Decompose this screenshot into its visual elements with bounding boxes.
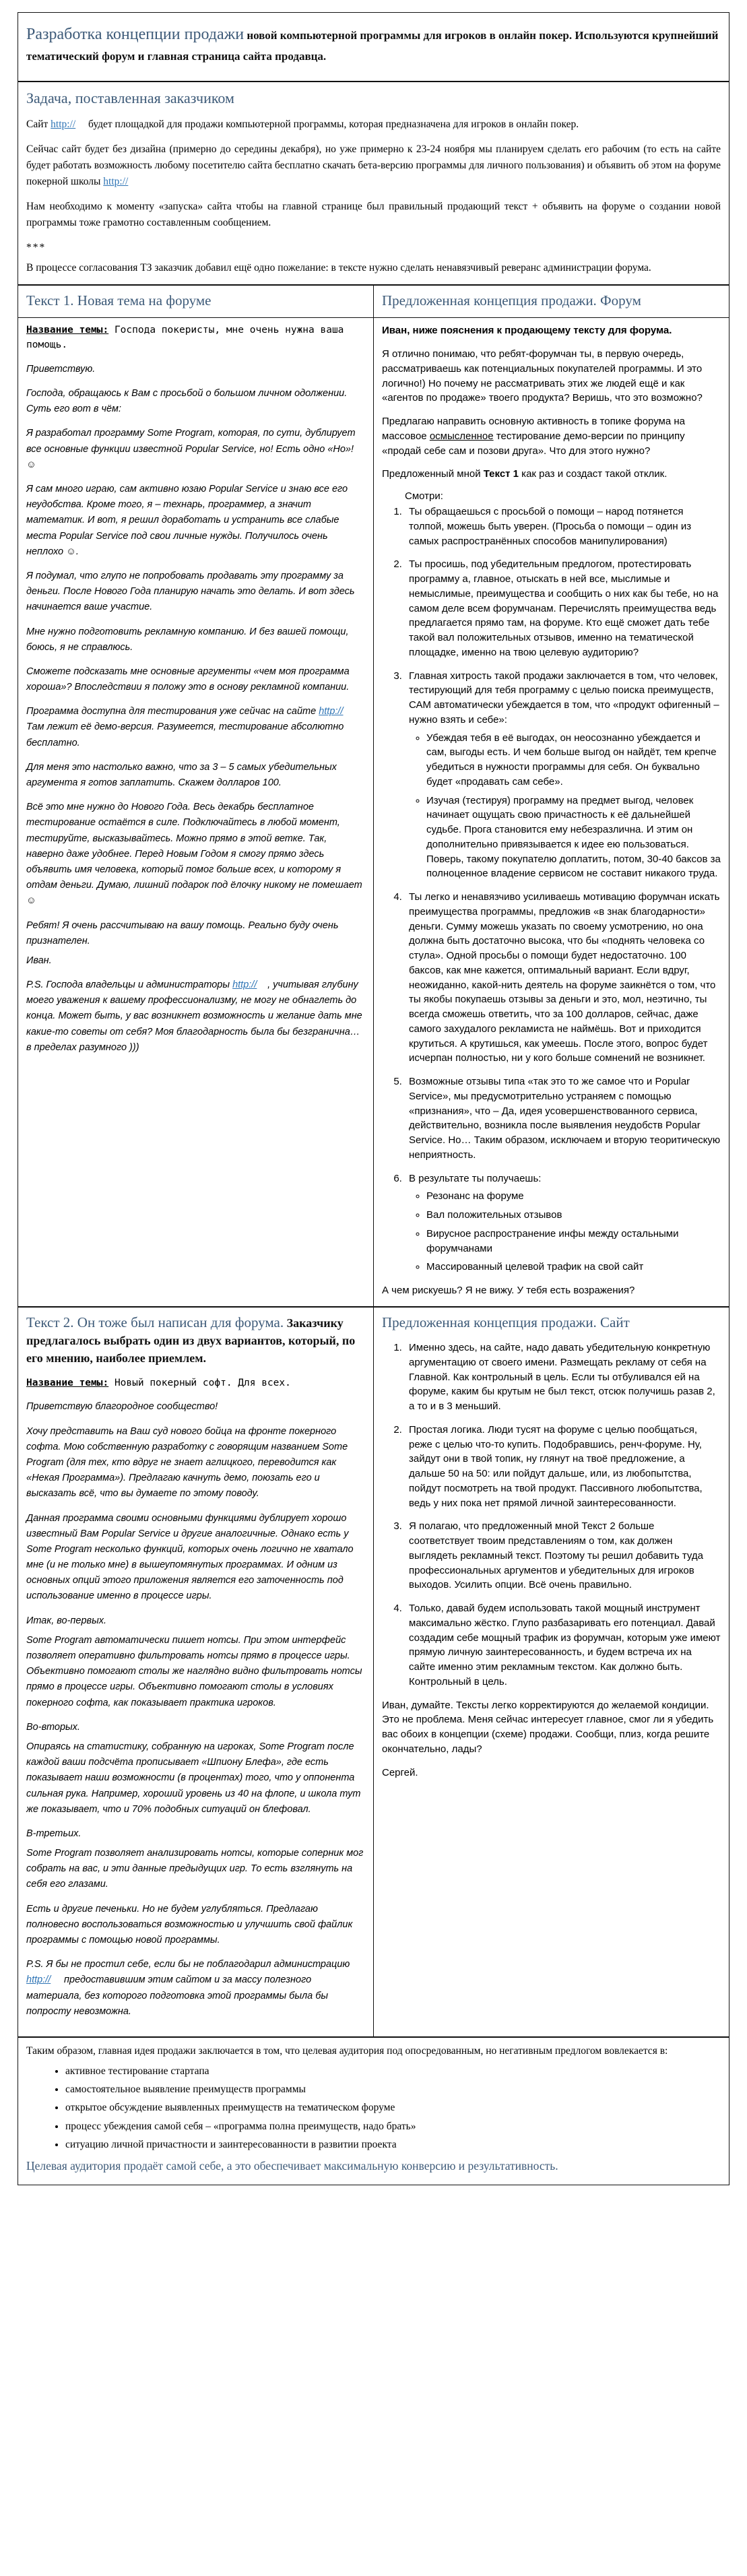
header-row bbox=[18, 13, 729, 82]
topic-value-1: Господа покеристы, мне очень нужна ваша помощь. bbox=[26, 325, 344, 351]
section1-left-cell bbox=[18, 318, 374, 1307]
list-item: 1. Ты обращаешься с просьбой о помощи – народ потянется толпой, можешь быть уверен. (Просьба о помощи – один из самых распространённых способов манипулирования) bbox=[405, 505, 721, 548]
concept-forum-p3-a: Предложенный мной bbox=[382, 468, 484, 480]
summary-cell bbox=[18, 2037, 729, 2185]
text1-p8 bbox=[26, 704, 365, 751]
list-item: ◦ Резонанс на форуме bbox=[426, 1189, 721, 1204]
text1-ps-link[interactable]: http:// bbox=[232, 979, 257, 991]
section2-body-row bbox=[18, 1307, 729, 2036]
text1-p1: Приветствую. bbox=[26, 363, 96, 375]
header-table bbox=[18, 12, 729, 82]
list-item-text: Главная хитрость такой продажи заключается в том, что человек, тестирующий для тебя программу с целью поиска преимуществ, САМ автоматически убеждается в том, что «продукт офигенный – нужно взять и себе»: bbox=[409, 670, 719, 726]
text2-p8: В-третьих. bbox=[26, 1828, 82, 1839]
text1-p4: Я сам много играю, сам активно юзаю Popular Service и знаю все его неудобства. Кроме того, я – технарь, программер, а значит математик. И вот, я решил доработать и устранить все слабые места Popular Service под свои личные нужды. Получилось очень неплохо ☺. bbox=[26, 484, 348, 557]
concept-forum-p2-a: Предлагаю направить основную активность в топике форума на массовое bbox=[382, 416, 685, 442]
text2-ps-link[interactable]: http:// bbox=[26, 1974, 51, 1986]
text1-p5: Я подумал, что глупо не попробовать продавать эту программу за деньги. После Нового Года планирую начать это делать. И вот здесь начинается ваше участие. bbox=[26, 570, 355, 613]
concept-site-signature: Сергей. bbox=[382, 1766, 418, 1778]
section2-left-cell bbox=[18, 1307, 374, 2036]
text2-p1: Приветствую благородное сообщество! bbox=[26, 1401, 218, 1413]
text2-p9: Some Program позволяет анализировать нотсы, которые соперник мог собрать на вас, и эти данные предыдущих игр. То есть взглянуть на себя его глазами. bbox=[26, 1848, 364, 1890]
concept-forum-closing: А чем рискуешь? Я не вижу. У тебя есть возражения? bbox=[382, 1285, 635, 1297]
section1-right-heading-cell bbox=[374, 286, 729, 318]
concept-forum-text1-ref: Текст 1 bbox=[483, 468, 519, 480]
section2-left-heading-accent: Текст 2. Он тоже был написан для форума. bbox=[26, 1314, 284, 1330]
summary-bullets bbox=[26, 2063, 721, 2152]
section2-left-heading-rest: Заказчику предлагалось выбрать один из двух вариантов, который, по его мнению, наиболее приемлем. bbox=[26, 1316, 356, 1365]
task-paragraph-3: Нам необходимо к моменту «запуска» сайта чтобы на главной странице был правильный продающий текст + объявить на форуме о создании новой программы тоже грамотно составленным сообщением. bbox=[26, 201, 721, 229]
list-item: ◦ Убеждая тебя в её выгодах, он неосознанно убеждается и сам, выгоды есть. И чем больше выгод он найдёт, тем крепче убедиться в нужности программы для себя. Он буквально будет «продавать сам себе». bbox=[426, 731, 721, 790]
text1-p11: Ребят! Я очень рассчитываю на вашу помощь. Реально буду очень признателен. bbox=[26, 920, 339, 946]
task-link-forum[interactable]: http:// bbox=[103, 176, 129, 188]
task-link-site[interactable]: http:// bbox=[51, 119, 76, 131]
concept-forum-p2-b: тестирование демо-версии по принципу «продай себе сам и позови друга». Что для этого нужно? bbox=[382, 430, 685, 457]
list-item: • самостоятельное выявление преимуществ программы bbox=[65, 2082, 721, 2097]
topic-title-2 bbox=[26, 1376, 365, 1391]
section1-table bbox=[18, 285, 729, 1307]
section2-left-heading bbox=[26, 1314, 365, 1367]
document-title-rest: новой компьютерной программы для игроков в онлайн покер. Используются крупнейший тематический форум и главная страница сайта продавца. bbox=[26, 29, 719, 63]
text1-p9: Для меня это настолько важно, что за 3 – 5 самых убедительных аргумента я готов заплатить. Скажем долларов 100. bbox=[26, 761, 337, 789]
topic-title-1 bbox=[26, 323, 365, 353]
concept-forum-list bbox=[382, 505, 721, 1275]
list-item: 2. Простая логика. Люди тусят на форуме с целью пообщаться, реже с целью что-то купить. Подобравшись, ренч-форуме. Ну, зайдут они в твой топик, ну глянут на твоё предложение, а дальше 50 на 50: или пойдут дальше, или, из любопытства, пойдут посмотреть на твой продукт. Пассивного любопытства, ведь у них пока нет прямой личной заинтересованности. bbox=[405, 1423, 721, 1511]
text2-p10: Есть и другие печеньки. Но не будем углубляться. Предлагаю полновесно воспользоваться возможностью и улучшить свой файлик программы с помощью новой программы. bbox=[26, 1903, 353, 1946]
concept-forum-sublist-3 bbox=[409, 731, 721, 882]
text2-p6: Во-вторых. bbox=[26, 1721, 80, 1733]
list-item: 2. Ты просишь, под убедительным предлогом, протестировать программу а, главное, отыскать в ней все, мыслимые и немыслимые, преимущества и сообщить о них как бы тебе, но на самом деле всем форумчанам. Перечислять преимущества ведь предлагается прямо там, на форуме. Кто ещё сможет дать тебе такой вал положительных отзывов, именно на тематической площадке, именно на твою целевую аудиторию? bbox=[405, 557, 721, 659]
text2-p7: Опираясь на статистику, собранную на игроках, Some Program после каждой ваши подсчёта прописывает «Шпиону Блефа», где есть показывает наши возможности (в процентах) того, что у оппонента сильная рука. Например, хороший уровень из 40 на флопе, и школа тут же показывает, что и 70% подобных ситуаций он блефовал. bbox=[26, 1741, 361, 1815]
concept-forum-p3-c: как раз и создаст такой отклик. bbox=[519, 468, 668, 480]
summary-table bbox=[18, 2037, 729, 2185]
concept-forum-p2-underline: осмысленное bbox=[429, 430, 494, 442]
list-item-text: В результате ты получаешь: bbox=[409, 1172, 542, 1184]
section1-left-heading: Текст 1. Новая тема на форуме bbox=[26, 292, 212, 309]
text2-ps bbox=[26, 1957, 365, 2020]
concept-forum-p2 bbox=[382, 414, 721, 458]
task-p2-a: Сейчас сайт будет без дизайна (примерно до середины декабря), но уже примерно к 23-24 ноября мы планируем сделать его рабочим (то есть на сайте будет работать возможность любому посетителю сайта бесплатно скачать бета-версию программы для личного пользования) и объявить об этом на форуме покерной школы bbox=[26, 143, 721, 188]
text1-p7: Сможете подсказать мне основные аргументы «чем моя программа хороша»? Впоследствии я положу это в основу рекламной компании. bbox=[26, 666, 350, 693]
list-item: 4. Только, давай будем использовать такой мощный инструмент максимально жёстко. Глупо разбазаривать его потенциал. Давай создадим себе мощный трафик из форумчан, которым уже имеют прямую личную заинтересованность, и будем встреча их на сайте именно этим рекламным текстом. Как должно быть. Контрольный в цель. bbox=[405, 1601, 721, 1689]
text1-ps-a: P.S. Господа владельцы и администраторы bbox=[26, 979, 233, 991]
concept-forum-p3 bbox=[382, 467, 721, 482]
text2-ps-a: P.S. Я бы не простил себе, если бы не поблагодарил администрацию bbox=[26, 1959, 350, 1970]
list-item: ◦ Массированный целевой трафик на свой сайт bbox=[426, 1260, 721, 1275]
concept-forum-results-list bbox=[409, 1189, 721, 1275]
summary-accent: Целевая аудитория продаёт самой себе, а это обеспечивает максимальную конверсию и результативность. bbox=[26, 2159, 558, 2173]
list-item: • открытое обсуждение выявленных преимуществ на тематическом форуме bbox=[65, 2100, 721, 2115]
text1-p3: Я разработал программу Some Program, которая, по сути, дублирует все основные функции известной Popular Service, но! Есть одно «Но»! ☺ bbox=[26, 428, 356, 470]
list-item: • ситуацию личной причастности и заинтересованности в развитии проекта bbox=[65, 2137, 721, 2152]
list-item: 3. Я полагаю, что предложенный мной Текст 2 больше соответствует твоим представлениям о том, как должен выглядеть рекламный текст. Поэтому ты решил добавить туда профессиональных аргументов и убедительных для игроков выходов. Усилить опции. Всё очень правильно. bbox=[405, 1519, 721, 1592]
text1-p10: Всё это мне нужно до Нового Года. Весь декабрь бесплатное тестирование остаётся в силе. Подключайтесь в любой момент, тестируйте, высказывайтесь. Можно прямо в этой ветке. Так, наверно даже удобнее. Перед Новым Годом я смогу прямо здесь объявить имя человека, который помог больше всех, и которому я отдам деньги. Думаю, лишний подарок под ёлочку никому не помешает ☺ bbox=[26, 802, 362, 907]
text1-p2: Господа, обращаюсь к Вам с просьбой о большом личном одолжении. Суть его вот в чём: bbox=[26, 388, 348, 415]
list-item: 4. Ты легко и ненавязчиво усиливаешь мотивацию форумчан искать преимущества программы, предложив «в знак благодарности» деньги. Сумму можешь указать по своему усмотрению, но она должна быть достаточно высока, что бы «поднять человека со стула». Одной просьбы о помощи будет недостаточно. 100 баксов, как мне кажется, оптимальный вариант. Если вдруг, неожиданно, какой-нить деятель на форуме заикнётся о том, что ты якобы покупаешь отзывы за деньги и это, мол, неэтично, ты всегда сможешь ответить, что за 100 долларов, сейчас, даже самого захудалого рекламиста не наймёшь. Вот и приходится крутиться. А крутишься, как умеешь. После этого, вопрос будет исчерпан полностью, ни у кого больше сомнений не возникнет. bbox=[405, 890, 721, 1066]
header-cell bbox=[18, 13, 729, 82]
section1-right-heading: Предложенная концепция продажи. Форум bbox=[382, 292, 641, 309]
list-item: ◦ Вал положительных отзывов bbox=[426, 1208, 721, 1223]
text2-p2: Хочу представить на Ваш суд нового бойца на фронте покерного софта. Мою собственную разработку с говорящим названием Some Program (для тех, кто вдруг не знает аглицкого, переводится как «Некая Программа»). Предлагаю качнуть демо, поюзать его и высказать всё, что вы думаете по этому поводу. bbox=[26, 1425, 348, 1500]
text1-ps-b: , учитывая глубину моего уважения к вашему профессионализму, не могу не обнаглеть до конца. Может быть, у вас возникнет возможность и желание дать мне какие-то советы от себя? Моя благодарность была бы безгранична… в пределах разумного ))) bbox=[26, 979, 362, 1053]
concept-forum-smotri-label: Смотри: bbox=[405, 490, 443, 503]
topic-value-2: Новый покерный софт. Для всех. bbox=[108, 1377, 291, 1388]
summary-row bbox=[18, 2037, 729, 2185]
text1-p6: Мне нужно подготовить рекламную компанию. И без вашей помощи, боюсь, я не справлюсь. bbox=[26, 626, 349, 653]
text1-demo-link[interactable]: http:// bbox=[319, 706, 344, 717]
summary-lead: Таким образом, главная идея продажи заключается в том, что целевая аудитория под опосредованным, но негативным предлогом вовлекается в: bbox=[26, 2044, 668, 2057]
task-separator-stars: *** bbox=[26, 242, 46, 254]
document-title bbox=[26, 22, 721, 66]
list-item: ◦ Изучая (тестируя) программу на предмет выгод, человек начинает ощущать свою причастность к её дальнейшей судьбе. Прога становится ему небезразлична. И этим он дополнительно привязывается к идее ею пользоваться. Поверь, такому покупателю доплатить, потом, 30-40 баксов за полноценное владение сервисом не составит никакого труда. bbox=[426, 794, 721, 882]
task-row bbox=[18, 82, 729, 285]
task-p1-a: Сайт bbox=[26, 119, 51, 131]
section2-table bbox=[18, 1307, 729, 2037]
list-item bbox=[405, 1171, 721, 1275]
text1-ps bbox=[26, 977, 365, 1056]
list-item: 5. Возможные отзывы типа «так это то же самое что и Popular Service», мы предусмотрительно устраняем с помощью «признания», что – Да, идея усовершенствованного сервиса, действительно, возникла после выявления неудобств Popular Service. Но… Таким образом, исключаем и вторую теоритическую неприятность. bbox=[405, 1074, 721, 1163]
task-heading: Задача, поставленная заказчиком bbox=[26, 89, 234, 106]
text2-p5: Some Program автоматически пишет нотсы. При этом интерфейс позволяет оперативно фильтровать нотсы прямо в процессе игры. Объективно помогают столы же наглядно видно фильтровать нотсы прямо в процессе игры. Объективно помогают столы в условиях покерного софта, как показывает практика игроков. bbox=[26, 1634, 362, 1708]
task-p1-b: будет площадкой для продажи компьютерной программы, которая предназначена для игроков в онлайн покер. bbox=[86, 119, 579, 131]
section1-heading-row bbox=[18, 286, 729, 318]
section1-body-row bbox=[18, 318, 729, 1307]
task-table bbox=[18, 82, 729, 286]
task-paragraph-4: В процессе согласования ТЗ заказчик добавил ещё одно пожелание: в тексте нужно сделать ненавязчивый реверанс администрации форума. bbox=[26, 262, 651, 274]
topic-label-1: Название темы: bbox=[26, 325, 109, 336]
section2-right-heading: Предложенная концепция продажи. Сайт bbox=[382, 1314, 630, 1330]
text2-p3: Данная программа своими основными функциями дублирует хорошо известный Вам Popular Service и другие аналогичные. Однако есть у Some Program несколько функций, которых очень логично не хватало мне (и не только мне) в вышеупомянутых программах. И одним из основных опций этого приложения является его заточенность под использование именно в процессе игры. bbox=[26, 1512, 354, 1602]
concept-forum-intro: Иван, ниже пояснения к продающему тексту для форума. bbox=[382, 325, 672, 337]
text1-signature: Иван. bbox=[26, 955, 52, 966]
list-item: • активное тестирование стартапа bbox=[65, 2063, 721, 2079]
list-item: • процесс убеждения самой себя – «программа полна преимуществ, надо брать» bbox=[65, 2119, 721, 2134]
concept-forum-p1: Я отлично понимаю, что ребят-форумчан ты, в первую очередь, рассматриваешь как потенциальных покупателей программы. И это логично!) Но почему не рассматривать этих же людей ещё и как «агентов по продаже» твоего продукта? Веришь, что это возможно? bbox=[382, 348, 703, 404]
topic-label-2: Название темы: bbox=[26, 1377, 109, 1388]
section1-left-heading-cell bbox=[18, 286, 374, 318]
text1-p8-a: Программа доступна для тестирования уже сейчас на сайте bbox=[26, 706, 319, 717]
text1-p8-b: Там лежит её демо-версия. Разумеется, тестирование абсолютно бесплатно. bbox=[26, 721, 344, 748]
task-cell bbox=[18, 82, 729, 285]
task-paragraph-2 bbox=[26, 141, 721, 190]
list-item bbox=[405, 669, 721, 882]
document-title-accent: Разработка концепции продажи bbox=[26, 26, 245, 43]
text2-ps-b: предоставившим этим сайтом и за массу полезного материала, без которого подготовка этой программы была бы попросту невозможна. bbox=[26, 1974, 329, 2017]
concept-site-list bbox=[382, 1341, 721, 1689]
list-item: 1. Именно здесь, на сайте, надо давать убедительную конкретную аргументацию от своего имени. Размещать рекламу от себя на Главной. Как контрольный в цель. Если ты отбуливался ей на форуме, каким бы крутым не был текст, отсюк получишь разав 2, а то и в 3 меньший. bbox=[405, 1341, 721, 1414]
section2-right-cell bbox=[374, 1307, 729, 2036]
text2-p4: Итак, во-первых. bbox=[26, 1615, 107, 1626]
section1-right-cell bbox=[374, 318, 729, 1307]
task-paragraph-1 bbox=[26, 117, 721, 133]
concept-site-closing: Иван, думайте. Тексты легко корректируются до желаемой кондиции. Это не проблема. Меня сейчас интересует главное, смог ли я убедить вас обоих в концепции (схеме) продажи. Сообщи, плиз, когда решите окончательно, лады? bbox=[382, 1699, 714, 1755]
list-item: ◦ Вирусное распространение инфы между остальными форумчанами bbox=[426, 1227, 721, 1256]
